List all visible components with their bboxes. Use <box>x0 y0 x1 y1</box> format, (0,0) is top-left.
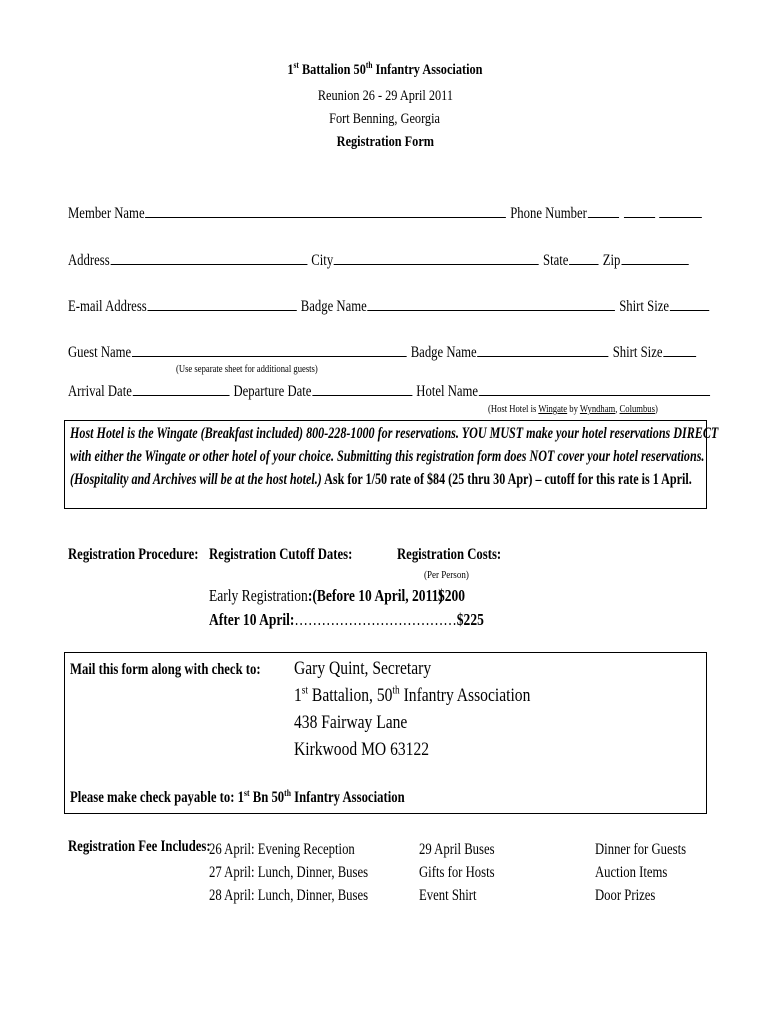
guest-name-label: Guest Name <box>68 344 132 361</box>
phone-area-field[interactable] <box>588 203 619 218</box>
zip-label: Zip <box>602 252 621 269</box>
cutoff-dates-label: Registration Cutoff Dates: <box>209 546 353 563</box>
email-field[interactable] <box>148 296 297 311</box>
guest-shirt-size-label: Shirt Size <box>612 344 663 361</box>
guest-row <box>68 342 770 362</box>
hotel-info-box <box>64 420 719 509</box>
per-person-note: (Per Person) <box>424 569 469 581</box>
list-item: 27 April: Lunch, Dinner, Buses <box>209 864 369 881</box>
hotel-name-field[interactable] <box>479 381 710 396</box>
list-item: 26 April: Evening Reception <box>209 841 355 858</box>
registration-procedure-label: Registration Procedure: <box>68 546 199 563</box>
early-registration-line: Early Registration:(Before 10 April, 2011) <box>209 586 443 605</box>
member-name-label: Member Name <box>68 205 145 222</box>
state-field[interactable] <box>569 250 599 265</box>
check-payable-note: Please make check payable to: 1st Bn 50th Infantry Association <box>70 788 405 806</box>
hotel-name-label: Hotel Name <box>416 383 479 400</box>
early-registration-cost: $200 <box>438 586 466 605</box>
host-hotel-note: (Host Hotel is Wingate by Wyndham, Columbus) <box>488 404 658 415</box>
badge-name-label: Badge Name <box>300 298 367 315</box>
email-label: E-mail Address <box>68 298 147 315</box>
list-item: Event Shirt <box>419 887 477 904</box>
hotel-info-line-1: Host Hotel is the Wingate (Breakfast included) 800-228-1000 for reservations. YOU MUST make your hotel reservations DIRECT <box>70 425 719 442</box>
mailing-organization: 1st Battalion, 50th Infantry Association <box>294 684 531 706</box>
phone-line-field[interactable] <box>660 203 703 218</box>
arrival-date-label: Arrival Date <box>68 383 132 400</box>
list-item: 29 April Buses <box>419 841 495 858</box>
address-field[interactable] <box>110 250 307 265</box>
member-row <box>68 203 770 223</box>
city-field[interactable] <box>334 250 539 265</box>
list-item: Door Prizes <box>595 887 656 904</box>
zip-field[interactable] <box>621 250 688 265</box>
fee-includes-column-3 <box>595 838 706 907</box>
reunion-dates: Reunion 26 - 29 April 2011 <box>317 88 453 104</box>
address-label: Address <box>68 252 110 269</box>
city-label: City <box>311 252 334 269</box>
shirt-size-field[interactable] <box>670 296 709 311</box>
mailing-info-box <box>64 652 707 814</box>
guest-badge-name-label: Badge Name <box>410 344 477 361</box>
guest-badge-name-field[interactable] <box>478 342 609 357</box>
list-item: Gifts for Hosts <box>419 864 495 881</box>
phone-prefix-field[interactable] <box>624 203 655 218</box>
hotel-info-line-3: (Hospitality and Archives will be at the host hotel.) Ask for 1/50 rate of $84 (25 thru 30 Apr) – cutoff for this rate is 1 April. <box>70 471 692 488</box>
shirt-size-label: Shirt Size <box>619 298 670 315</box>
list-item: 28 April: Lunch, Dinner, Buses <box>209 887 369 904</box>
association-title: 1st Battalion 50th Infantry Association <box>287 60 483 78</box>
fee-includes-label: Registration Fee Includes: <box>68 838 211 855</box>
arrival-date-field[interactable] <box>133 381 230 396</box>
phone-number-label: Phone Number <box>510 205 587 222</box>
dates-row <box>68 381 770 401</box>
email-row <box>68 296 770 316</box>
departure-date-field[interactable] <box>312 381 412 396</box>
secretary-name: Gary Quint, Secretary <box>294 658 432 679</box>
address-row <box>68 250 770 270</box>
mailing-street: 438 Fairway Lane <box>294 712 408 733</box>
member-name-field[interactable] <box>145 203 506 218</box>
mailing-city: Kirkwood MO 63122 <box>294 739 430 760</box>
state-label: State <box>542 252 569 269</box>
late-registration-line: After 10 April:………………………………$225 <box>209 610 484 629</box>
list-item: Dinner for Guests <box>595 841 687 858</box>
registration-costs-label: Registration Costs: <box>397 546 502 563</box>
fee-includes-column-1 <box>209 838 403 907</box>
hotel-info-line-2: with either the Wingate or other hotel of your choice. Submitting this registration form does NOT cover your hotel reservations. <box>70 448 705 465</box>
departure-date-label: Departure Date <box>233 383 312 400</box>
badge-name-field[interactable] <box>368 296 616 311</box>
guest-name-field[interactable] <box>132 342 407 357</box>
fee-includes-column-2 <box>419 838 511 907</box>
form-title: Registration Form <box>336 134 434 150</box>
list-item: Auction Items <box>595 864 668 881</box>
mail-instructions-label: Mail this form along with check to: <box>70 661 261 678</box>
reunion-location: Fort Benning, Georgia <box>329 111 441 127</box>
guest-shirt-size-field[interactable] <box>663 342 696 357</box>
guest-note: (Use separate sheet for additional guests) <box>176 364 318 375</box>
